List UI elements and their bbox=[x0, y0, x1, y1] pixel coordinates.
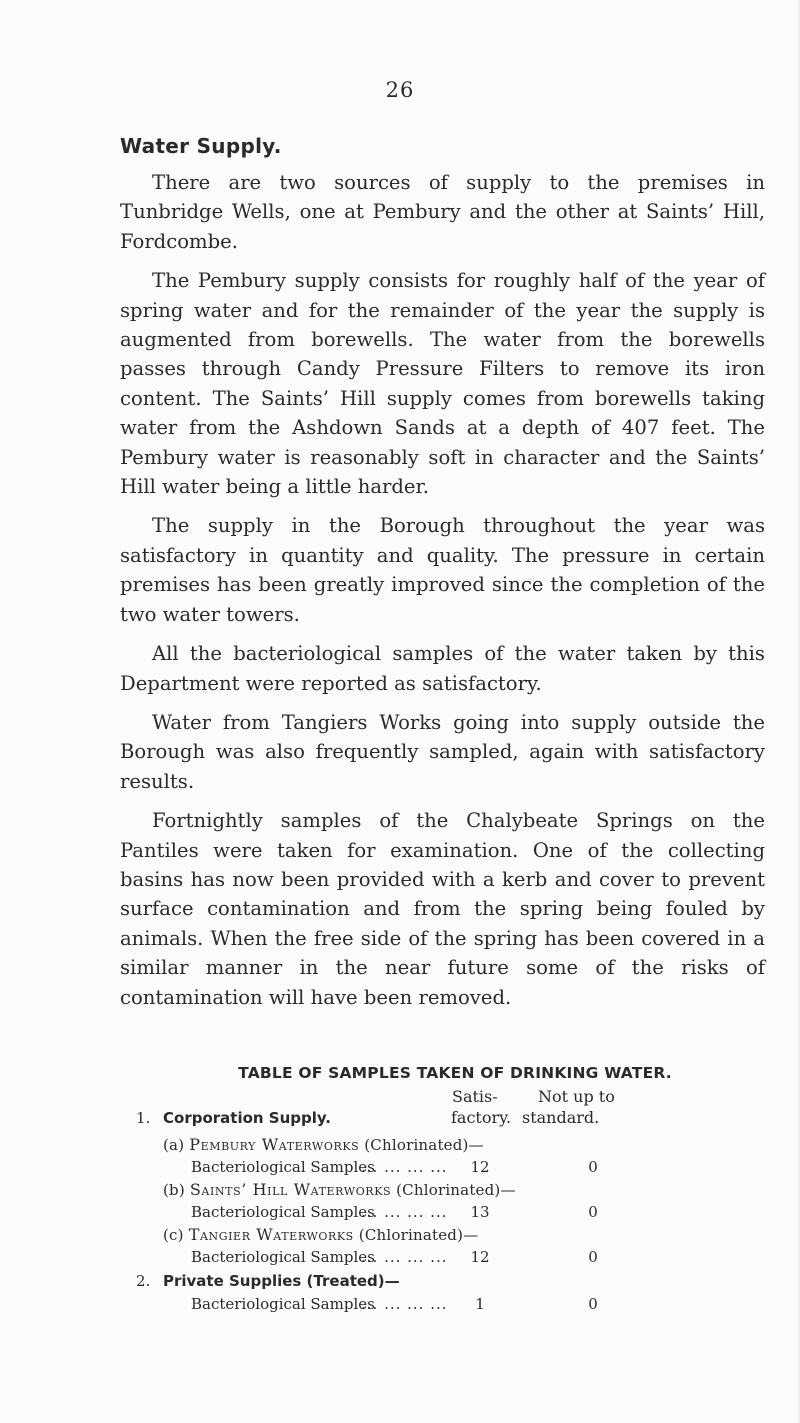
section-1-number: 1. bbox=[136, 1109, 151, 1127]
col-header-satisfactory-1: Satis- bbox=[452, 1087, 498, 1106]
paragraph-chalybeate: Fortnightly samples of the Chalybeate Springs on the Pantiles were taken for examination. One of the collecting basins has now been provided with a kerb and cover to prevent surface contamination and from the spring being fouled by animals. When the free side of the spring has been covered in a similar manner in the near future some of the risks of contamination will have been removed. bbox=[120, 809, 765, 1009]
section-2-number: 2. bbox=[136, 1272, 151, 1290]
subsection-a-name: Pembury Waterworks bbox=[189, 1135, 360, 1154]
paragraph-bacteriological: All the bacteriological samples of the water taken by this Department were reported as satisfactory. bbox=[120, 642, 765, 695]
row-leader-c: ... ... ... ... bbox=[361, 1248, 448, 1266]
row-label-c: Bacteriological Samples bbox=[191, 1248, 375, 1266]
row-label-private: Bacteriological Samples bbox=[191, 1295, 375, 1313]
row-label-a: Bacteriological Samples bbox=[191, 1158, 375, 1176]
row-private-not-standard: 0 bbox=[588, 1295, 598, 1313]
paragraph-tangiers: Water from Tangiers Works going into supply outside the Borough was also frequently sampled, again with satisfactory results. bbox=[120, 710, 765, 793]
subsection-c-note: (Chlorinated)— bbox=[358, 1226, 479, 1244]
row-b-satisfactory: 13 bbox=[470, 1203, 490, 1221]
section-heading: Water Supply. bbox=[120, 134, 282, 158]
row-c-satisfactory: 12 bbox=[470, 1248, 490, 1266]
table-title: TABLE OF SAMPLES TAKEN OF DRINKING WATER. bbox=[238, 1064, 672, 1082]
row-label-b: Bacteriological Samples bbox=[191, 1203, 375, 1221]
row-b-not-standard: 0 bbox=[588, 1203, 598, 1221]
section-2-label: Private Supplies (Treated)— bbox=[163, 1272, 400, 1290]
subsection-a-note: (Chlorinated)— bbox=[364, 1136, 484, 1154]
row-leader-a: ... ... ... ... bbox=[361, 1158, 448, 1176]
paragraph-sources: There are two sources of supply to the premises in Tunbridge Wells, one at Pembury and the other at Saints’ Hill, Fordcombe. bbox=[120, 171, 765, 253]
subsection-c-marker: (c) bbox=[163, 1226, 184, 1244]
col-header-not-standard-2: standard. bbox=[522, 1108, 600, 1127]
section-1-label: Corporation Supply. bbox=[163, 1109, 331, 1127]
subsection-b-name: Saints’ Hill Waterworks bbox=[189, 1180, 392, 1199]
col-header-not-standard-1: Not up to bbox=[538, 1087, 615, 1106]
paragraph-borough-supply: The supply in the Borough throughout the year was satisfactory in quantity and quality. The pressure in certain premises has been greatly improved since the completion of the two water towers. bbox=[120, 514, 765, 626]
row-leader-b: ... ... ... ... bbox=[361, 1203, 448, 1221]
page-number: 26 bbox=[385, 78, 415, 102]
paragraph-pembury-supply: The Pembury supply consists for roughly half of the year of spring water and for the remainder of the year the supply is augmented from borewells. The water from the borewells passes through Candy Pressure Filters to remove its iron content. The Saints’ Hill supply comes from borewells taking water from the Ashdown Sands at a depth of 407 feet. The Pembury water is reasonably soft in character and the Saints’ Hill water being a little harder. bbox=[120, 269, 765, 499]
subsection-b-marker: (b) bbox=[163, 1181, 185, 1199]
row-c-not-standard: 0 bbox=[588, 1248, 598, 1266]
subsection-c-name: Tangier Waterworks bbox=[188, 1225, 354, 1244]
subsection-c bbox=[163, 1225, 478, 1244]
subsection-b bbox=[163, 1180, 516, 1199]
row-a-satisfactory: 12 bbox=[470, 1158, 490, 1176]
subsection-a-marker: (a) bbox=[163, 1136, 185, 1154]
col-header-satisfactory-2: factory. bbox=[451, 1108, 512, 1127]
row-private-satisfactory: 1 bbox=[475, 1295, 485, 1313]
row-a-not-standard: 0 bbox=[588, 1158, 598, 1176]
subsection-b-note: (Chlorinated)— bbox=[396, 1181, 516, 1199]
row-leader-private: ... ... ... ... bbox=[361, 1295, 448, 1313]
subsection-a bbox=[163, 1135, 484, 1154]
